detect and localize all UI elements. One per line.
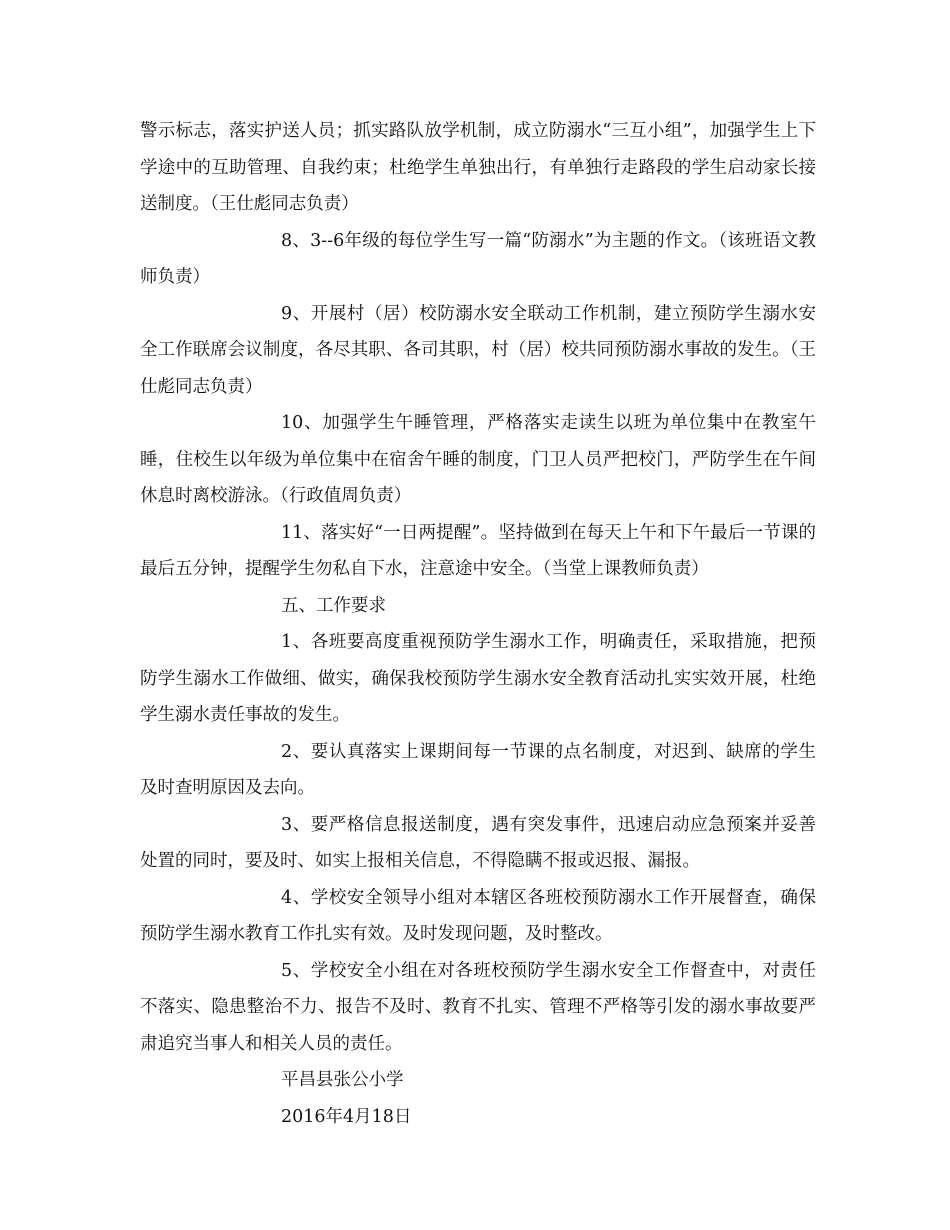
- paragraph-requirement-1: 1、各班要高度重视预防学生溺水工作，明确责任，采取措施，把预防学生溺水工作做细、做实，确保我校预防学生溺水安全教育活动扎实实效开展，杜绝学生溺水责任事故的发生。: [140, 632, 816, 725]
- document-page: [140, 113, 816, 1135]
- paragraph-continuation: 警示标志，落实护送人员；抓实路队放学机制，成立防溺水“三互小组”，加强学生上下学途中的互助管理、自我约束；杜绝学生单独出行，有单独行走路段的学生启动家长接送制度。（王仕彪同志负责）: [140, 121, 816, 214]
- paragraph-requirement-2: 2、要认真落实上课期间每一节课的点名制度，对迟到、缺席的学生及时查明原因及去向。: [140, 741, 816, 798]
- paragraph-item-10: 10、加强学生午睡管理，严格落实走读生以班为单位集中在教室午睡，住校生以年级为单位集中在宿舍午睡的制度，门卫人员严把校门，严防学生在午间休息时离校游泳。（行政值周负责）: [140, 413, 816, 506]
- paragraph-item-11: 11、落实好“一日两提醒”。坚持做到在每天上午和下午最后一节课的最后五分钟，提醒学生勿私自下水，注意途中安全。（当堂上课教师负责）: [140, 522, 816, 579]
- paragraph-requirement-3: 3、要严格信息报送制度，遇有突发事件，迅速启动应急预案并妥善处置的同时，要及时、如实上报相关信息，不得隐瞒不报或迟报、漏报。: [140, 814, 816, 871]
- signature-date: 2016年4月18日: [281, 1106, 412, 1127]
- paragraph-item-8: 8、3--6年级的每位学生写一篇“防溺水”为主题的作文。（该班语文教师负责）: [140, 230, 816, 287]
- paragraph-item-9: 9、开展村（居）校防溺水安全联动工作机制，建立预防学生溺水安全工作联席会议制度，各尽其职、各司其职，村（居）校共同预防溺水事故的发生。（王仕彪同志负责）: [140, 303, 816, 397]
- section-heading-work-requirements: 五、工作要求: [281, 595, 386, 616]
- signature-organization: 平昌县张公小学: [281, 1070, 404, 1090]
- paragraph-requirement-4: 4、学校安全领导小组对本辖区各班校预防溺水工作开展督查，确保预防学生溺水教育工作扎实有效。及时发现问题，及时整改。: [140, 887, 816, 944]
- paragraph-requirement-5: 5、学校安全小组在对各班校预防学生溺水安全工作督查中，对责任不落实、隐患整治不力、报告不及时、教育不扎实、管理不严格等引发的溺水事故要严肃追究当事人和相关人员的责任。: [140, 960, 816, 1054]
